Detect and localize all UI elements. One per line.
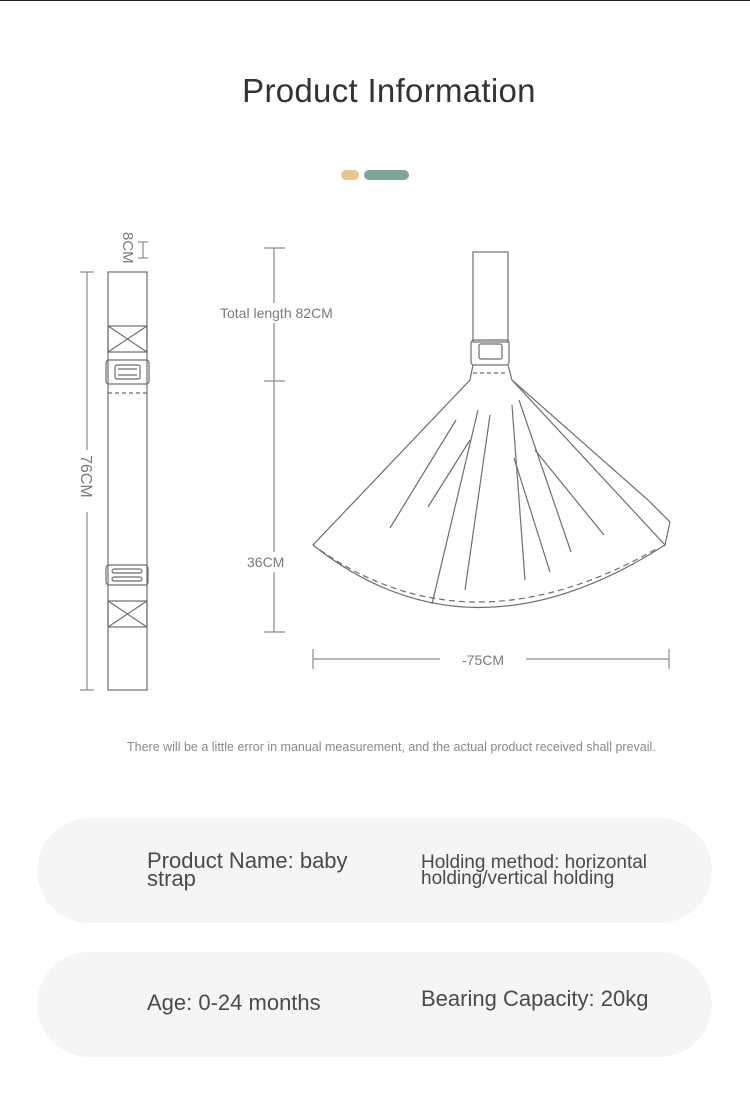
- total-length-label: Total length 82CM: [220, 305, 333, 321]
- carrier-drawing: [313, 252, 670, 608]
- product-name-spec: Product Name: baby strap: [147, 848, 348, 891]
- strap-length-label: 76CM: [77, 455, 94, 498]
- measurement-note: There will be a little error in manual measurement, and the actual product received shall prevail.: [127, 740, 656, 754]
- page-title: Product Information: [242, 72, 536, 109]
- spec-card-1: [37, 818, 712, 923]
- accent-pill-green: [364, 170, 409, 180]
- pouch-height-label: 36CM: [247, 554, 285, 570]
- pouch-width-label: -75CM: [462, 652, 505, 668]
- strap-width-label: 8CM: [119, 232, 136, 264]
- width-dimension-marker: [138, 242, 148, 258]
- product-dimension-diagram: [0, 200, 750, 720]
- spec-card-2: [37, 952, 712, 1057]
- age-spec: Age: 0-24 months: [147, 990, 321, 1015]
- strap-slider-bottom: [106, 565, 148, 585]
- accent-pill-tan: [341, 170, 359, 180]
- top-border: [0, 0, 750, 1]
- bearing-capacity-spec: Bearing Capacity: 20kg: [421, 986, 649, 1011]
- holding-method-spec: Holding method: horizontal holding/vertical holding: [421, 852, 648, 889]
- strap-buckle-top: [106, 360, 149, 384]
